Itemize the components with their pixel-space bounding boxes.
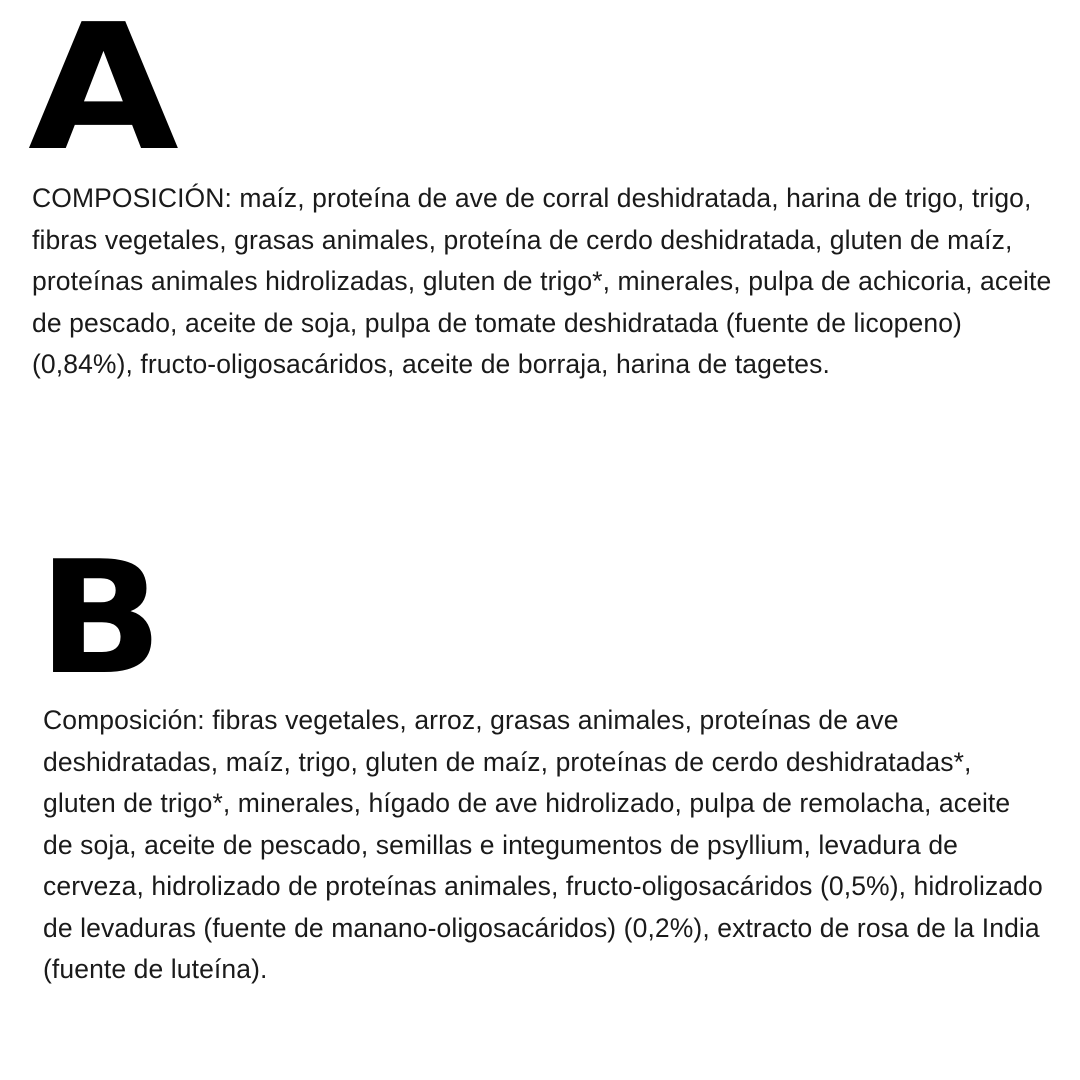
section-b-composition: Composición: fibras vegetales, arroz, grasas animales, proteínas de ave deshidratadas, maíz, trigo, gluten de maíz, proteínas de cerdo deshidratadas*, gluten de trigo*, minerales, hígado de ave hidrolizado, pulpa de remolacha, aceite de soja, aceite de pescado, semillas e integumentos de psyllium, levadura de cerveza, hidrolizado de proteínas animales, fructo-oligosacáridos (0,5%), hidrolizado de levaduras (fuente de manano-oligosacáridos) (0,2%), extracto de rosa de la India (fuente de luteína). <box>43 705 1043 984</box>
section-b-letter: B <box>38 527 163 709</box>
section-a-letter: A <box>28 0 179 190</box>
section-a-composition: COMPOSICIÓN: maíz, proteína de ave de corral deshidratada, harina de trigo, trigo, fibras vegetales, grasas animales, proteína de cerdo deshidratada, gluten de maíz, proteínas animales hidrolizadas, gluten de trigo*, minerales, pulpa de achicoria, aceite de pescado, aceite de soja, pulpa de tomate deshidratada (fuente de licopeno) (0,84%), fructo-oligosacáridos, aceite de borraja, harina de tagetes. <box>32 183 1052 379</box>
